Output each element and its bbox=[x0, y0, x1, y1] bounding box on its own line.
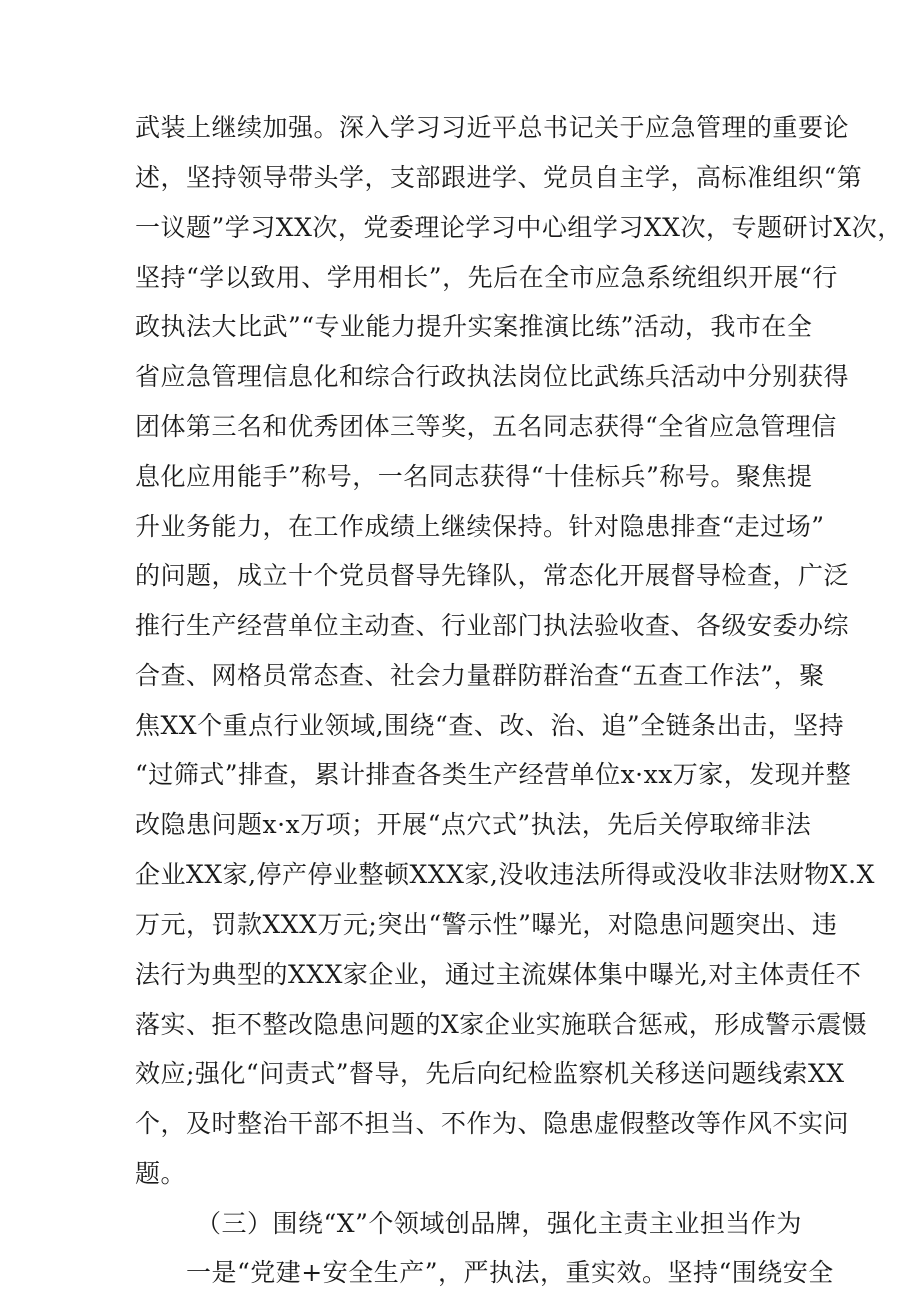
paragraph-line: 落实、拒不整改隐患问题的X家企业实施联合惩戒，形成警示震慑 bbox=[135, 1010, 868, 1039]
section-heading: （三）围绕“X”个领域创品牌，强化主责主业担当作为 bbox=[196, 1209, 802, 1238]
paragraph-line: 企业XX家,停产停业整顿XXX家,没收违法所得或没收非法财物X.X bbox=[135, 860, 875, 889]
paragraph-line: 题。 bbox=[135, 1159, 187, 1188]
paragraph-line: “过筛式”排查，累计排查各类生产经营单位x·xx万家，发现并整 bbox=[135, 760, 852, 789]
paragraph-line: 政执法大比武”“专业能力提升实案推演比练”活动，我市在全 bbox=[135, 312, 813, 341]
paragraph-line: 万元，罚款XXX万元;突出“警示性”曝光，对隐患问题突出、违 bbox=[135, 910, 838, 939]
paragraph-first-line: 一是“党建+安全生产”，严执法，重实效。坚持“围绕安全 bbox=[186, 1258, 834, 1287]
paragraph-line: 述，坚持领导带头学，支部跟进学、党员自主学，高标准组织“第 bbox=[135, 163, 863, 192]
paragraph-line: 团体第三名和优秀团体三等奖，五名同志获得“全省应急管理信 bbox=[135, 412, 837, 441]
paragraph-line: 法行为典型的XXX家企业，通过主流媒体集中曝光,对主体责任不 bbox=[135, 960, 862, 989]
paragraph-line: 升业务能力，在工作成绩上继续保持。针对隐患排查“走过场” bbox=[135, 512, 825, 541]
paragraph-line: 坚持“学以致用、学用相长”，先后在全市应急系统组织开展“行 bbox=[135, 263, 838, 292]
paragraph-line: 的问题，成立十个党员督导先锋队，常态化开展督导检查，广泛 bbox=[135, 561, 850, 590]
paragraph-line: 个，及时整治干部不担当、不作为、隐患虚假整改等作风不实问 bbox=[135, 1109, 850, 1138]
paragraph-line: 改隐患问题x·x万项；开展“点穴式”执法，先后关停取缔非法 bbox=[135, 810, 812, 839]
paragraph-line: 武装上继续加强。深入学习习近平总书记关于应急管理的重要论 bbox=[135, 113, 850, 142]
paragraph-line: 焦XX个重点行业领域,围绕“查、改、治、追”全链条出击，坚持 bbox=[135, 711, 845, 740]
paragraph-line: 合查、网格员常态查、社会力量群防群治查“五查工作法”，聚 bbox=[135, 661, 825, 690]
paragraph-line: 一议题”学习XX次，党委理论学习中心组学习XX次，专题研讨X次， bbox=[135, 213, 903, 242]
paragraph-line: 推行生产经营单位主动查、行业部门执法验收查、各级安委办综 bbox=[135, 611, 850, 640]
paragraph-line: 省应急管理信息化和综合行政执法岗位比武练兵活动中分别获得 bbox=[135, 362, 850, 391]
paragraph-line: 效应;强化“问责式”督导，先后向纪检监察机关移送问题线索XX bbox=[135, 1059, 845, 1088]
paragraph-line: 息化应用能手”称号，一名同志获得“十佳标兵”称号。聚焦提 bbox=[135, 462, 813, 491]
